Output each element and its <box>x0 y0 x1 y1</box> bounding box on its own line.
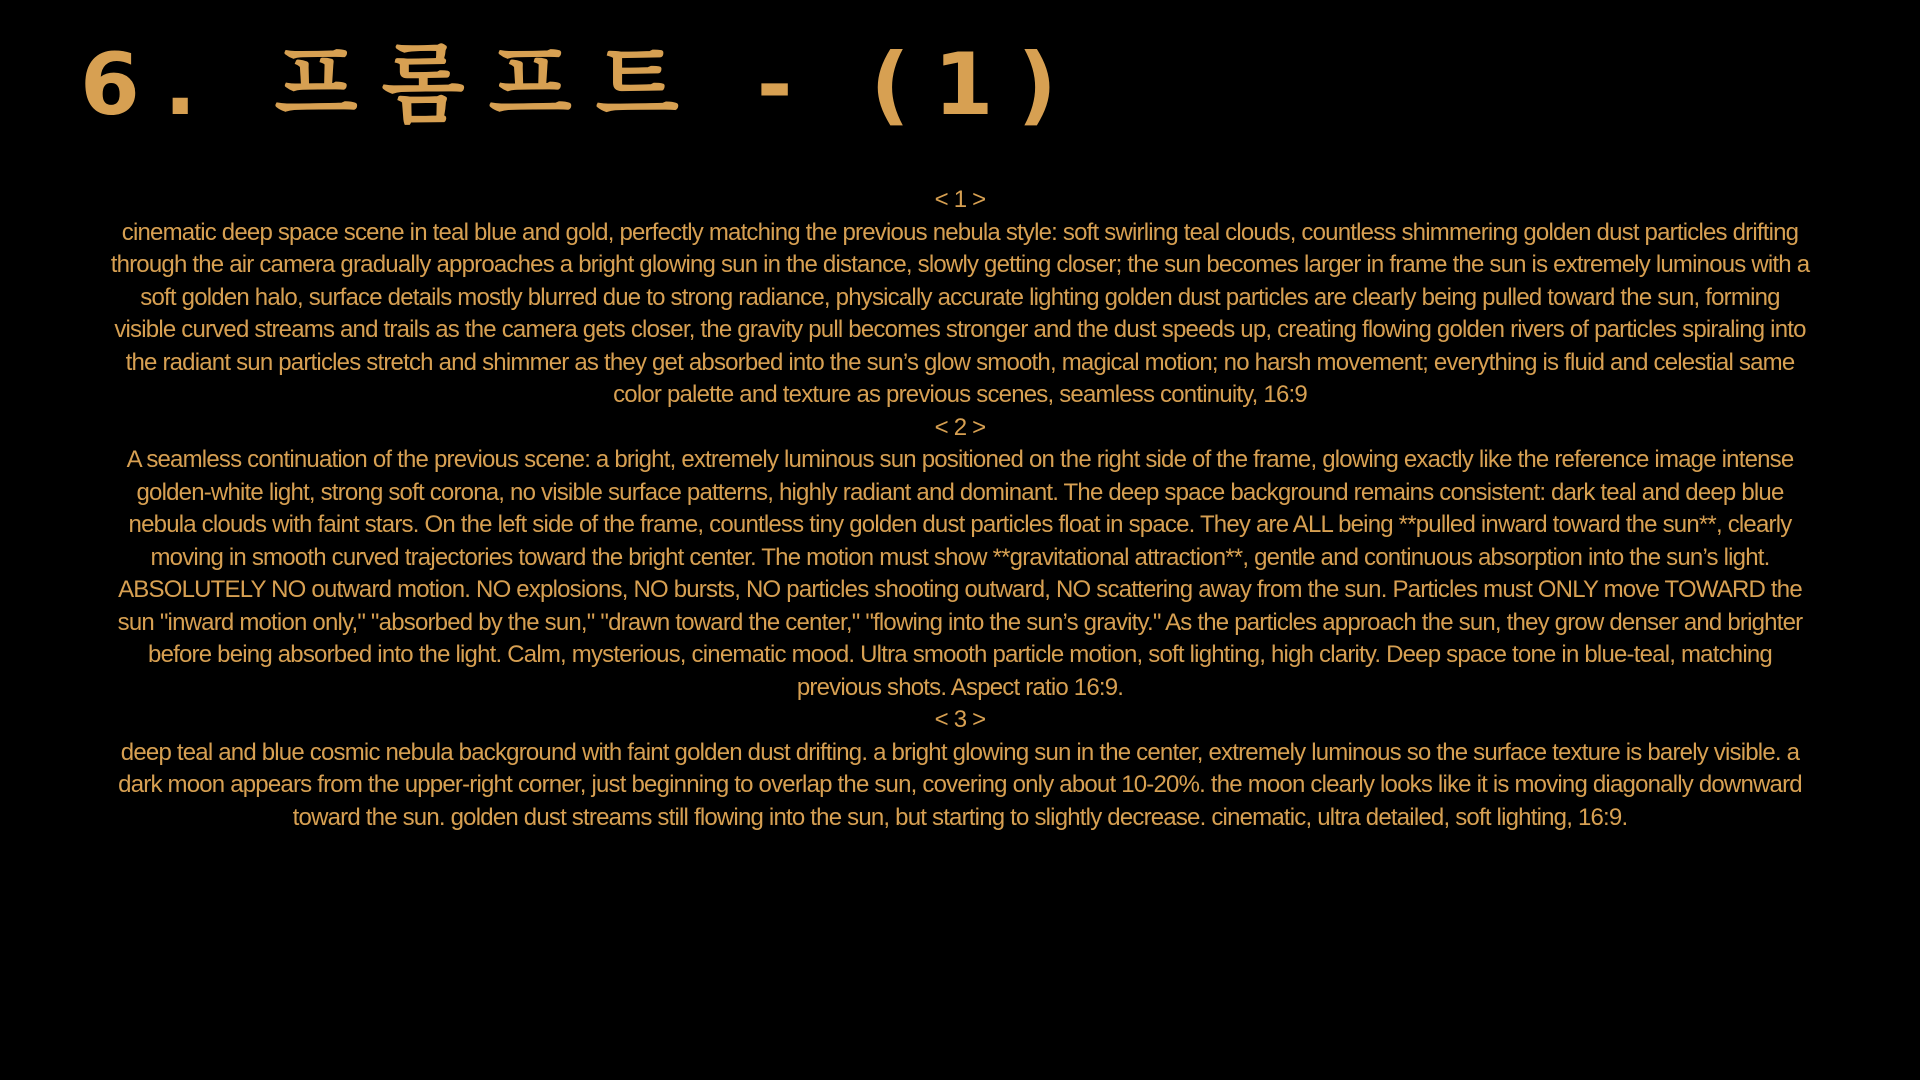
prompt-text-2: A seamless continuation of the previous scene: a bright, extremely luminous sun positioned on the right side of the frame, glowing exactly like the reference image intense golden-white light, strong soft corona, no visible surface patterns, highly radiant and dominant. The deep space background remains consistent: dark teal and deep blue nebula clouds with faint stars. On the left side of the frame, countless tiny golden dust particles float in space. They are ALL being **pulled inward toward the sun**, clearly moving in smooth curved trajectories toward the bright center. The motion must show **gravitational attraction**, gentle and continuous absorption into the sun’s light. ABSOLUTELY NO outward motion. NO explosions, NO bursts, NO particles shooting outward, NO scattering away from the sun. Particles must ONLY move TOWARD the sun "inward motion only," "absorbed by the sun," "drawn toward the center," "flowing into the sun’s gravity." As the particles approach the sun, they grow denser and brighter before being absorbed into the light. Calm, mysterious, cinematic mood. Ultra smooth particle motion, soft lighting, high clarity. Deep space tone in blue-teal, matching previous shots. Aspect ratio 16:9. <box>117 446 1803 701</box>
prompt-text-1: cinematic deep space scene in teal blue and gold, perfectly matching the previous nebula style: soft swirling teal clouds, countless shimmering golden dust particles drifting through the air camera gradually approaches a bright glowing sun in the distance, slowly getting closer; the sun becomes larger in frame the sun is extremely luminous with a soft golden halo, surface details mostly blurred due to strong radiance, physically accurate lighting golden dust particles are clearly being pulled toward the sun, forming visible curved streams and trails as the camera gets closer, the gravity pull becomes stronger and the dust speeds up, creating flowing golden rivers of particles spiraling into the radiant sun particles stretch and shimmer as they get absorbed into the sun’s glow smooth, magical motion; no harsh movement; everything is fluid and celestial same color palette and texture as previous scenes, seamless continuity, 16:9 <box>110 218 1810 408</box>
prompt-number-2: < 2 > <box>934 413 986 441</box>
prompt-section-3 <box>110 704 1810 834</box>
prompt-section-1 <box>110 184 1810 412</box>
prompt-number-3: < 3 > <box>934 706 986 733</box>
prompt-text-3: deep teal and blue cosmic nebula background with faint golden dust drifting. a bright glowing sun in the center, extremely luminous so the surface texture is barely visible. a dark moon appears from the upper-right corner, just beginning to overlap the sun, covering only about 10-20%. the moon clearly looks like it is moving diagonally downward toward the sun. golden dust streams still flowing into the sun, but starting to slightly decrease. cinematic, ultra detailed, soft lighting, 16:9. <box>118 738 1802 831</box>
prompt-number-1: < 1 > <box>934 186 986 213</box>
slide-title: 6. 프롬프트 - (1) <box>80 35 1081 135</box>
prompt-list <box>110 184 1810 834</box>
prompt-section-2 <box>110 412 1810 705</box>
